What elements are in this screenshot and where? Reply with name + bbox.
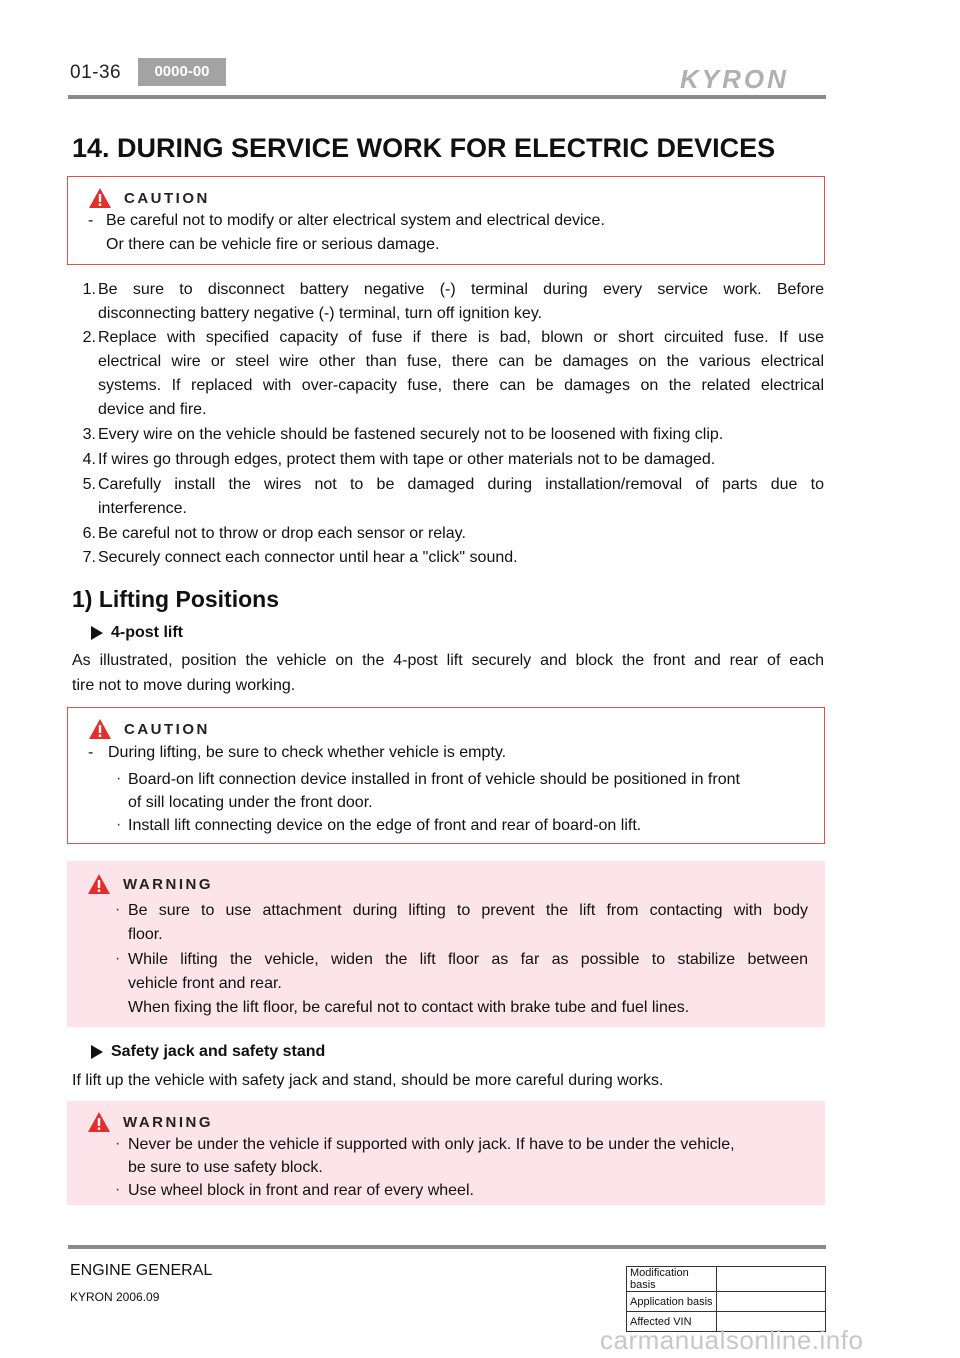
bullet-marker: · <box>115 901 121 918</box>
step-text: Be sure to disconnect battery negative (-) terminal during every service work. Before <box>98 281 824 298</box>
subsection-heading <box>91 624 183 642</box>
step-text: Securely connect each connector until hear a "click" sound. <box>98 549 518 566</box>
bullet-marker: · <box>116 816 122 833</box>
step-text: Be careful not to throw or drop each sensor or relay. <box>98 525 466 542</box>
step-text: systems. If replaced with over-capacity fuse, there can be damages on the related electrical <box>98 377 824 394</box>
caution-box <box>67 176 825 265</box>
caution-bullet-text: Install lift connecting device on the edge of front and rear of board-on lift. <box>128 817 642 834</box>
warning-bullet-text: floor. <box>128 926 163 943</box>
caution-label: CAUTION <box>124 189 210 207</box>
warning-box <box>67 1101 825 1205</box>
footer-model: KYRON 2006.09 <box>70 1290 160 1304</box>
bullet-marker: · <box>115 1181 121 1198</box>
warning-heading <box>87 873 213 895</box>
bullet-marker: · <box>115 950 121 967</box>
page-number: 01-36 <box>70 62 122 83</box>
step-number: 1. <box>82 281 96 298</box>
caution-bullet-text: of sill locating under the front door. <box>128 794 373 811</box>
caution-box <box>67 707 825 844</box>
caution-text: Or there can be vehicle fire or serious damage. <box>106 236 440 253</box>
bullet-marker: · <box>116 770 122 787</box>
warning-box <box>67 861 825 1027</box>
warning-triangle-icon <box>88 187 112 209</box>
caution-heading <box>88 187 210 209</box>
subsection-label: 4-post lift <box>111 624 183 641</box>
table-cell-label: Application basis <box>627 1292 717 1312</box>
paragraph: As illustrated, position the vehicle on the 4-post lift securely and block the front and rear of each <box>72 652 824 669</box>
table-cell-label: Modification basis <box>627 1267 717 1292</box>
warning-bullet-text: be sure to use safety block. <box>128 1159 323 1176</box>
caution-heading <box>88 718 210 740</box>
step-number: 7. <box>82 549 96 566</box>
step-number: 5. <box>82 476 96 493</box>
warning-label: WARNING <box>123 1113 213 1131</box>
step-text: interference. <box>98 500 187 517</box>
table-row <box>627 1292 826 1312</box>
step-number: 2. <box>82 329 96 346</box>
warning-label: WARNING <box>123 875 213 893</box>
section-code-badge: 0000-00 <box>138 58 226 86</box>
warning-bullet-text: While lifting the vehicle, widen the lift floor as far as possible to stabilize between <box>128 951 808 968</box>
play-arrow-icon <box>91 626 103 640</box>
step-text: electrical wire or steel wire other than fuse, there can be damages on the various electrical <box>98 353 824 370</box>
step-number: 6. <box>82 525 96 542</box>
table-row <box>627 1267 826 1292</box>
paragraph: If lift up the vehicle with safety jack and stand, should be more careful during works. <box>72 1072 664 1089</box>
caution-bullet-text: Board-on lift connection device installed in front of vehicle should be positioned in front <box>128 771 740 788</box>
warning-bullet-text: vehicle front and rear. <box>128 975 282 992</box>
caution-text: During lifting, be sure to check whether vehicle is empty. <box>108 744 507 761</box>
dash-marker: - <box>88 744 94 761</box>
footer-section-title: ENGINE GENERAL <box>70 1262 213 1279</box>
bullet-marker: · <box>115 1135 121 1152</box>
step-number: 4. <box>82 451 96 468</box>
play-arrow-icon <box>91 1045 103 1059</box>
warning-triangle-icon <box>88 718 112 740</box>
subsection-label: Safety jack and safety stand <box>111 1043 326 1060</box>
table-cell-value <box>717 1292 826 1312</box>
step-number: 3. <box>82 426 96 443</box>
step-text: If wires go through edges, protect them with tape or other materials not to be damaged. <box>98 451 716 468</box>
page-title: 14. DURING SERVICE WORK FOR ELECTRIC DEVICES <box>72 133 776 163</box>
warning-bullet-text: Use wheel block in front and rear of every wheel. <box>128 1182 474 1199</box>
step-text: disconnecting battery negative (-) terminal, turn off ignition key. <box>98 305 543 322</box>
step-text: Every wire on the vehicle should be fastened securely not to be loosened with fixing clip. <box>98 426 724 443</box>
step-text: Replace with specified capacity of fuse if there is bad, blown or short circuited fuse. If use <box>98 329 824 346</box>
table-cell-label: Affected VIN <box>627 1312 717 1332</box>
caution-label: CAUTION <box>124 720 210 738</box>
dash-marker: - <box>88 212 94 229</box>
paragraph: tire not to move during working. <box>72 677 296 694</box>
caution-text: Be careful not to modify or alter electrical system and electrical device. <box>106 212 605 229</box>
header-rule <box>68 95 826 99</box>
warning-bullet-text: Never be under the vehicle if supported with only jack. If have to be under the vehicle, <box>128 1136 735 1153</box>
warning-triangle-icon <box>87 873 111 895</box>
brand-logo: KYRON <box>680 64 789 94</box>
warning-bullet-text: Be sure to use attachment during lifting to prevent the lift from contacting with body <box>128 902 808 919</box>
section-heading: 1) Lifting Positions <box>72 586 279 612</box>
step-text: device and fire. <box>98 401 207 418</box>
warning-bullet-text: When fixing the lift floor, be careful not to contact with brake tube and fuel lines. <box>128 999 690 1016</box>
modification-table <box>626 1266 826 1332</box>
step-text: Carefully install the wires not to be damaged during installation/removal of parts due to <box>98 476 824 493</box>
watermark: carmanualsonline.info <box>600 1325 864 1355</box>
warning-triangle-icon <box>87 1111 111 1133</box>
subsection-heading <box>91 1043 325 1061</box>
footer-rule <box>68 1245 826 1249</box>
table-cell-value <box>717 1267 826 1292</box>
warning-heading <box>87 1111 213 1133</box>
